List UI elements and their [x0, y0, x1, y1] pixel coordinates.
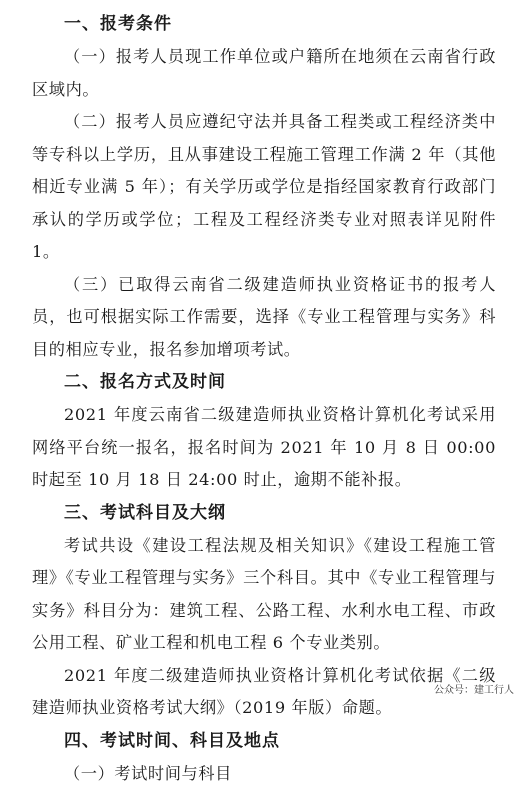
paragraph-condition-1: （一）报考人员现工作单位或户籍所在地须在云南省行政区域内。	[32, 47, 496, 99]
section-heading-subjects: 三、考试科目及大纲	[64, 502, 226, 523]
paragraph-syllabus: 2021 年度二级建造师执业资格计算机化考试依据《二级建造师执业资格考试大纲》（2019 年版）命题。	[32, 665, 496, 717]
paragraph-condition-2: （二）报考人员应遵纪守法并具备工程类或工程经济类中等专科以上学历，且从事建设工程施工管理工作满 2 年（其他相近专业满 5 年）；有关学历或学位是指经国家教育行政部门承认的学历或学位；工程及工程经济类专业对照表详见附件 1。	[32, 112, 496, 261]
section-heading-exam-conditions: 一、报考条件	[64, 14, 172, 34]
paragraph-subjects: 考试共设《建设工程法规及相关知识》《建设工程施工管理》《专业工程管理与实务》三个科目。其中《专业工程管理与实务》科目分为：建筑工程、公路工程、水利水电工程、市政公用工程、矿业工程和机电工程 6 个专业类别。	[32, 535, 496, 652]
section-heading-exam-time-place: 四、考试时间、科目及地点	[64, 730, 280, 751]
subheading-exam-time-subjects: （一）考试时间与科目	[64, 763, 232, 783]
paragraph-registration: 2021 年度云南省二级建造师执业资格计算机化考试采用网络平台统一报名，报名时间为 2021 年 10 月 8 日 00:00 时起至 10 月 18 日 24:00 时止，逾期不能补报。	[32, 405, 496, 489]
section-heading-registration: 二、报名方式及时间	[64, 372, 226, 392]
paragraph-condition-3: （三）已取得云南省二级建造师执业资格证书的报考人员，也可根据实际工作需要，选择《专业工程管理与实务》科目的相应专业，报名参加增项考试。	[32, 274, 496, 359]
watermark-text: 公众号：建工行人	[434, 685, 514, 696]
